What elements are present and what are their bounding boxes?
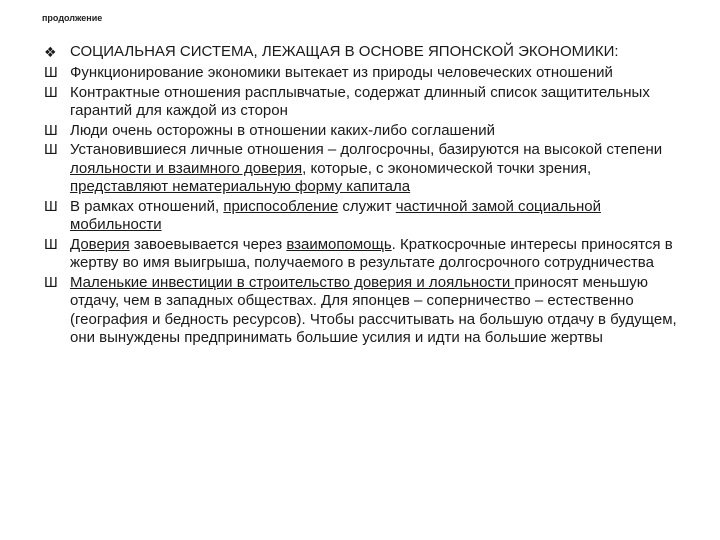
text-segment: Люди очень осторожны в отношении каких-либо соглашений — [70, 121, 495, 139]
bullet-list — [44, 64, 684, 348]
underlined-text: Доверия — [70, 235, 130, 253]
underlined-text: частичной замой социальной мобильности — [70, 197, 601, 233]
bullet-item — [44, 274, 684, 348]
bullet-item — [44, 236, 684, 273]
underlined-text: лояльности и взаимного доверия — [70, 159, 303, 177]
text-segment: , которые, с экономической точки зрения, — [302, 159, 592, 177]
bullet-marker-icon: Ш — [44, 83, 58, 101]
text-segment: Установившиеся личные отношения – долгосрочны, базируются на высокой степени — [70, 141, 663, 158]
bullet-marker-icon: Ш — [44, 121, 58, 139]
bullet-text — [70, 236, 684, 273]
underlined-text: представляют нематериальную форму капитала — [70, 178, 411, 195]
diamond-bullet-icon: ❖ — [44, 44, 57, 60]
slide-body — [44, 42, 684, 349]
bullet-marker-icon: Ш — [44, 273, 58, 291]
text-segment: завоевывается через — [129, 235, 287, 253]
underlined-text: приспособление — [223, 197, 339, 215]
bullet-text — [70, 122, 684, 141]
bullet-item — [44, 122, 684, 141]
bullet-text — [70, 84, 684, 121]
bullet-marker-icon: Ш — [44, 64, 58, 81]
continuation-label: продолжение — [42, 13, 103, 23]
section-heading — [44, 42, 684, 62]
underlined-text: взаимопомощь — [286, 235, 392, 253]
bullet-marker-icon: Ш — [44, 197, 58, 215]
bullet-item — [44, 84, 684, 121]
bullet-text — [70, 198, 684, 235]
text-segment: Функционирование экономики вытекает из природы человеческих отношений — [70, 64, 613, 81]
underlined-text: Маленькие инвестиции в строительство доверия и лояльности — [70, 273, 515, 291]
text-segment: В рамках отношений, — [70, 197, 224, 215]
bullet-marker-icon: Ш — [44, 141, 58, 158]
text-segment: служит — [338, 197, 396, 215]
bullet-text — [70, 64, 684, 83]
bullet-item — [44, 141, 684, 197]
bullet-marker-icon: Ш — [44, 235, 58, 253]
text-segment: Контрактные отношения расплывчатые, содержат длинный список защитительных гарантий для каждой из сторон — [70, 83, 650, 119]
bullet-item — [44, 198, 684, 235]
text-segment: приносят меньшую отдачу, чем в западных обществах. Для японцев – соперничество – естественно (география и бедность ресурсов). Чтобы рассчитывать на большую отдачу в будущем, они вынуждены предпринимать большие усилия и идти на большие жертвы — [70, 273, 677, 346]
text-segment: . Краткосрочные интересы приносятся в жертву во имя выигрыша, получаемого в результате долгосрочного сотрудничества — [70, 235, 673, 271]
bullet-text — [70, 274, 684, 348]
bullet-text — [70, 141, 684, 197]
bullet-item — [44, 64, 684, 83]
section-heading-text: СОЦИАЛЬНАЯ СИСТЕМА, ЛЕЖАЩАЯ В ОСНОВЕ ЯПОНСКОЙ ЭКОНОМИКИ: — [70, 43, 619, 60]
